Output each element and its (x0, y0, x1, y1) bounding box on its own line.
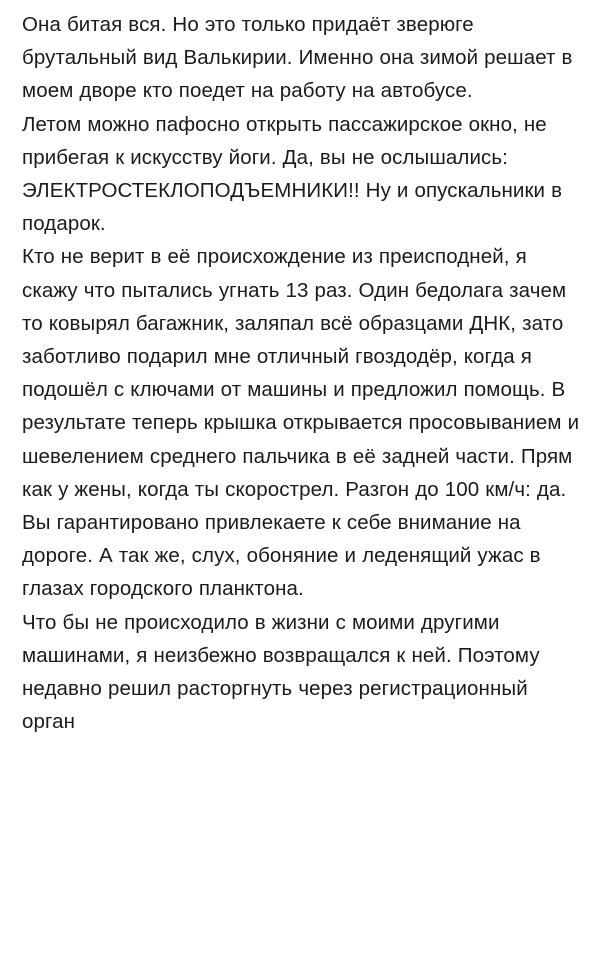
paragraph-4: Кто не верит в её происхождение из преисподней, я скажу что пытались угнать 13 раз. Один бедолага зачем то ковырял багажник, заляпал всё образцами ДНК, зато заботливо подарил мне отличный гвоздодёр, когда я подошёл с ключами от машины и предложил помощь. В результате теперь крышка открывается просовыванием и шевелением среднего пальчика в её задней части. Прям как у жены, когда ты скорострел. Разгон до 100 км/ч: да. (22, 245, 580, 501)
paragraph-6: Что бы не происходило в жизни с моими другими машинами, я неизбежно возвращался к ней. Поэтому недавно решил расторгнуть через регистрационный орган (22, 610, 540, 734)
paragraph-2: Летом можно пафосно открыть пассажирское окно, не прибегая к искусству йоги. Да, вы не ослышались: (22, 112, 547, 169)
paragraph-3: ЭЛЕКТРОСТЕКЛОПОДЪЕМНИКИ!! Ну и опускальники в подарок. (22, 179, 563, 236)
paragraph-5: Вы гарантировано привлекаете к себе внимание на дороге. А так же, слух, обоняние и леденящий ужас в глазах городского планктона. (22, 511, 541, 601)
paragraph-1: Она битая вся. Но это только придаёт зверюге брутальный вид Валькирии. Именно она зимой решает в моем дворе кто поедет на работу на автобусе. (22, 13, 573, 103)
